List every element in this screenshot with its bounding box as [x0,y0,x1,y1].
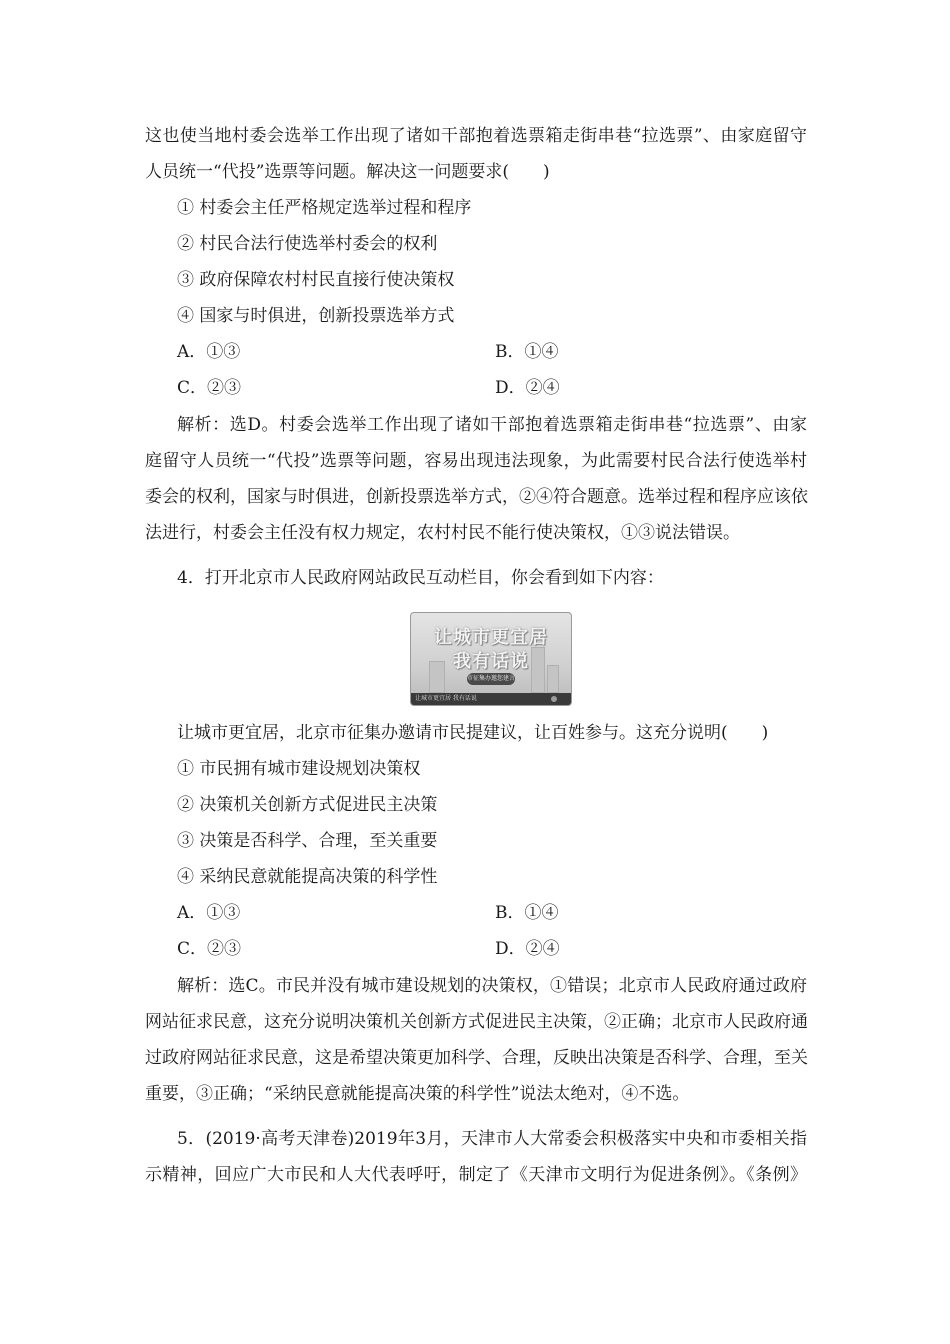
question-stem: 4．打开北京市人民政府网站政民互动栏目，你会看到如下内容： [177,568,664,588]
option-item: ① 市民拥有城市建设规划决策权 [177,759,421,779]
analysis-line: 重要，③正确；“采纳民意就能提高决策的科学性”说法太绝对，④不选。 [145,1084,690,1104]
choice-c: C．②③ [177,378,242,398]
option-item: ④ 采纳民意就能提高决策的科学性 [177,867,438,887]
banner-subtitle: 我有话说 [453,651,529,672]
indicator-dot-icon [551,696,557,702]
analysis-line: 庭留守人员统一“代投”选票等问题，容易出现违法现象，为此需要村民合法行使选举村 [145,451,807,471]
option-item: ③ 决策是否科学、合理，至关重要 [177,831,438,851]
analysis-line: 过政府网站征求民意，这是希望决策更加科学、合理，反映出决策是否科学、合理，至关 [145,1048,808,1068]
text-line: 人员统一“代投”选票等问题。解决这一问题要求( ) [145,162,550,182]
banner-title: 让城市更宜居 [434,627,548,648]
choice-b: B．①④ [495,342,559,362]
choice-a: A．①③ [177,342,241,362]
option-item: ④ 国家与时俱进，创新投票选举方式 [177,306,455,326]
question-stem: 让城市更宜居，北京市征集办邀请市民提建议，让百姓参与。这充分说明( ) [177,723,769,743]
analysis-line: 网站征求民意，这充分说明决策机关创新方式促进民主决策，②正确；北京市人民政府通 [145,1012,808,1032]
choice-d: D．②④ [495,939,560,959]
website-banner-image [410,612,572,706]
choice-b: B．①④ [495,903,559,923]
option-item: ② 决策机关创新方式促进民主决策 [177,795,438,815]
banner-button: 市征集办邀您建言 [467,673,515,685]
question-stem: 示精神，回应广大市民和人大代表呼吁，制定了《天津市文明行为促进条例》。《条例》 [145,1165,807,1185]
option-item: ② 村民合法行使选举村委会的权利 [177,234,438,254]
question-stem: 5．(2019·高考天津卷)2019年3月，天津市人大常委会积极落实中央和市委相关指 [177,1129,807,1149]
analysis-line: 法进行，村委会主任没有权力规定，农村村民不能行使决策权，①③说法错误。 [145,523,740,543]
option-item: ① 村委会主任严格规定选举过程和程序 [177,198,472,218]
analysis-line: 解析：选D。村委会选举工作出现了诸如干部抱着选票箱走街串巷“拉选票”、由家 [177,415,807,435]
option-item: ③ 政府保障农村村民直接行使决策权 [177,270,455,290]
choice-d: D．②④ [495,378,560,398]
analysis-line: 解析：选C。市民并没有城市建设规划的决策权，①错误；北京市人民政府通过政府 [177,976,807,996]
choice-c: C．②③ [177,939,242,959]
banner-caption-bar: 让城市更宜居 我有话说 [411,693,571,705]
choice-a: A．①③ [177,903,241,923]
text-line: 这也使当地村委会选举工作出现了诸如干部抱着选票箱走街串巷“拉选票”、由家庭留守 [145,126,807,146]
analysis-line: 委会的权利，国家与时俱进，创新投票选举方式，②④符合题意。选举过程和程序应该依 [145,487,808,507]
